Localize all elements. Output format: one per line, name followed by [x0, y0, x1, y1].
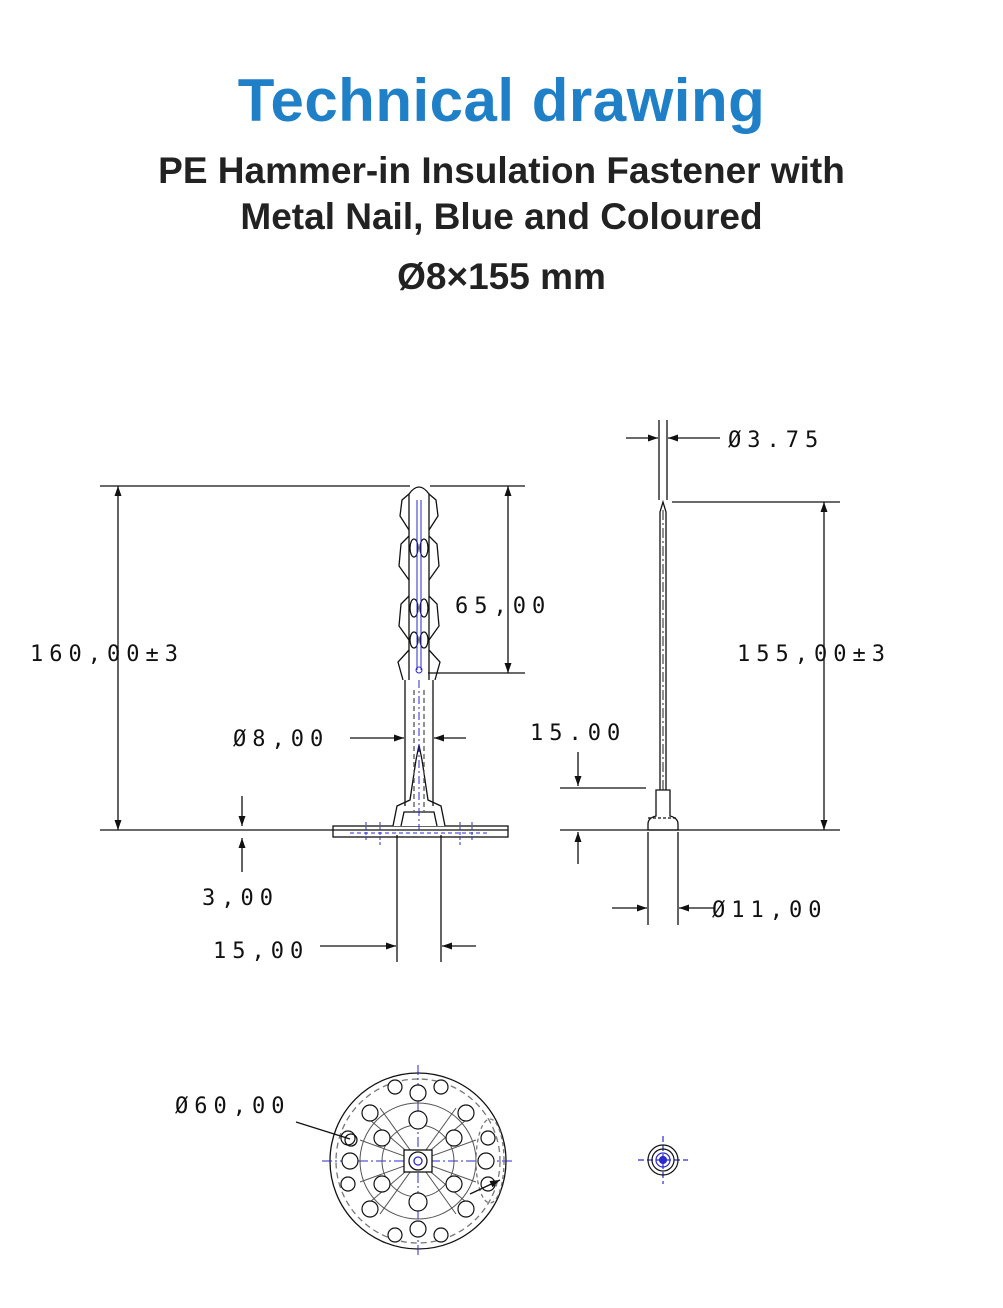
- fastener-side-view: [100, 486, 525, 962]
- nail-head-height-label: 15.00: [530, 721, 627, 746]
- page-title: Technical drawing: [237, 67, 766, 134]
- nail-top-view: [638, 1136, 688, 1184]
- nail-length-label: 155,00±3: [737, 642, 891, 667]
- nail-side-view: [560, 420, 840, 925]
- collar-width-label: 15,00: [213, 939, 310, 964]
- expansion-zone-label: 65,00: [455, 594, 552, 619]
- plate-top-view: [296, 1065, 514, 1257]
- plate-thickness-label: 3,00: [202, 886, 279, 911]
- product-name-line-1: PE Hammer-in Insulation Fastener with: [158, 150, 845, 191]
- product-name-line-2: Metal Nail, Blue and Coloured: [240, 196, 763, 237]
- total-length-label: 160,00±3: [30, 642, 184, 667]
- shaft-diameter-label: Ø8,00: [233, 727, 330, 752]
- nail-head-diameter-label: Ø11,00: [712, 898, 828, 923]
- nail-diameter-label: Ø3.75: [728, 428, 825, 453]
- product-size: Ø8×155 mm: [397, 256, 606, 297]
- plate-diameter-label: Ø60,00: [175, 1094, 291, 1119]
